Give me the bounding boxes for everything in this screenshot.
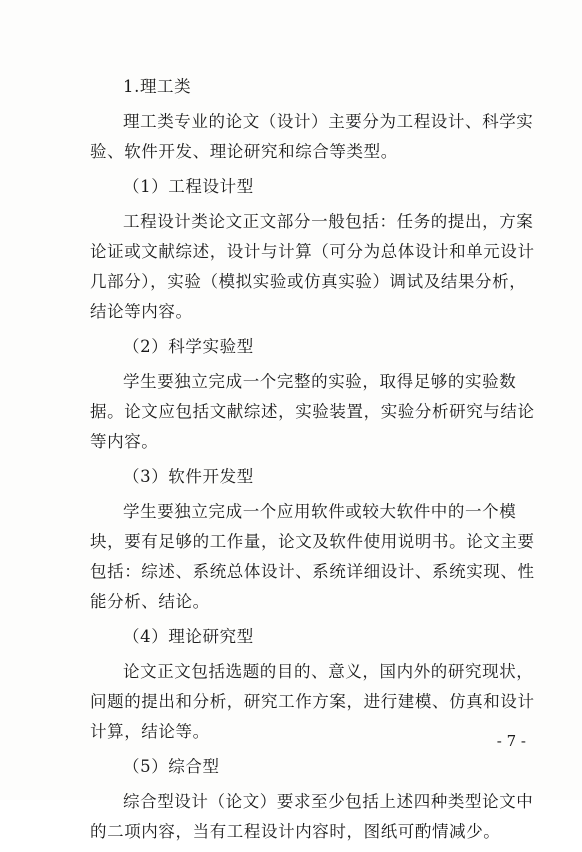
paragraph-software-development (90, 497, 535, 617)
paragraph-line: 据。论文应包括文献综述，实验装置，实验分析研究与结论 (90, 402, 535, 421)
section-heading-software-development (90, 462, 510, 492)
paragraph-line: 等内容。 (90, 432, 159, 451)
heading-line: （2）科学实验型 (123, 337, 254, 356)
section-heading-theoretical-research (90, 622, 510, 652)
paragraph-line: 理工类专业的论文（设计）主要分为工程设计、科学实 (123, 112, 534, 131)
paragraph-line: 包括：综述、系统总体设计、系统详细设计、系统实现、性 (90, 562, 535, 581)
paragraph-line: 学生要独立完成一个应用软件或较大软件中的一个模 (123, 502, 517, 521)
paragraph-line: 几部分），实验（模拟实验或仿真实验）调试及结果分析， (90, 272, 527, 291)
paragraph-comprehensive (90, 787, 534, 847)
paragraph-line: 验、软件开发、理论研究和综合等类型。 (90, 142, 398, 161)
paragraph-line: 论证或文献综述，设计与计算（可分为总体设计和单元设计 (90, 242, 535, 261)
paragraph-line: 学生要独立完成一个完整的实验，取得足够的实验数 (123, 372, 517, 391)
paragraph-line: 块，要有足够的工作量，论文及软件使用说明书。论文主要 (90, 532, 535, 551)
section-heading-engineering-design (90, 172, 510, 202)
paragraph-line: 问题的提出和分析，研究工作方案，进行建模、仿真和设计 (90, 692, 535, 711)
paragraph-theoretical-research (90, 657, 535, 747)
paragraph-line: 的二项内容，当有工程设计内容时，图纸可酌情减少。 (90, 822, 501, 841)
paragraph-line: 计算，结论等。 (90, 722, 210, 741)
paragraph-intro (90, 107, 534, 167)
paragraph-line: 结论等内容。 (90, 302, 193, 321)
heading-line: （5）综合型 (123, 757, 220, 776)
heading-line: 1.理工类 (123, 77, 192, 96)
section-heading-scientific-experiment (90, 332, 510, 362)
section-heading-science-engineering (90, 72, 510, 102)
heading-line: （3）软件开发型 (123, 467, 254, 486)
heading-line: （4）理论研究型 (123, 627, 254, 646)
paragraph-line: 论文正文包括选题的目的、意义，国内外的研究现状， (123, 662, 534, 681)
page-number: - 7 - (496, 732, 526, 750)
paragraph-line: 综合型设计（论文）要求至少包括上述四种类型论文中 (123, 792, 534, 811)
section-heading-comprehensive (90, 752, 510, 782)
paragraph-line: 工程设计类论文正文部分一般包括：任务的提出，方案 (123, 212, 534, 231)
heading-line: （1）工程设计型 (123, 177, 254, 196)
paragraph-line: 能分析、结论。 (90, 592, 210, 611)
paragraph-scientific-experiment (90, 367, 535, 457)
document-body (90, 72, 535, 852)
paragraph-engineering-design (90, 207, 535, 327)
